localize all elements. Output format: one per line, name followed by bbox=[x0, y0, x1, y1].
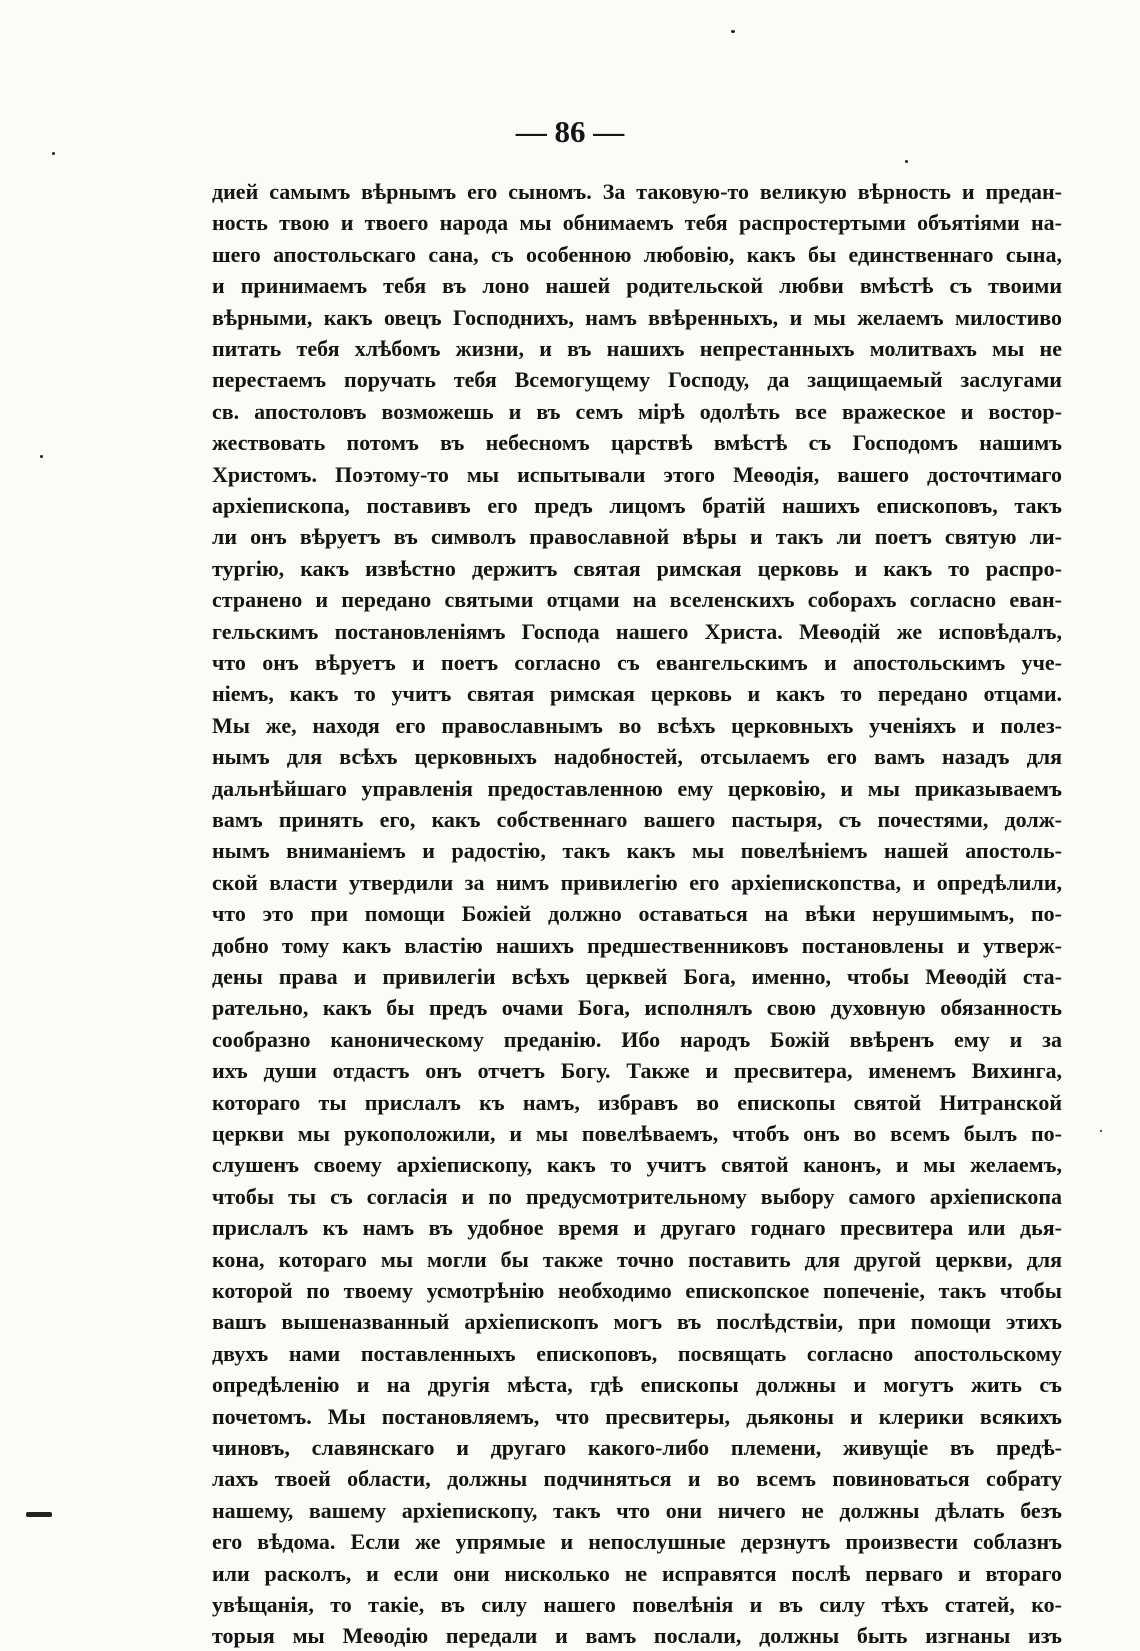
text-line: его вѣдома. Если же упрямые и непослушные дерзнутъ произвести соблазнъ bbox=[212, 1529, 1062, 1555]
text-line: св. апостоловъ возможешь и въ семъ мірѣ одолѣть все вражеское и востор- bbox=[212, 398, 1062, 424]
text-line: которой по твоему усмотрѣнію необходимо епископское попеченіе, такъ чтобы bbox=[212, 1278, 1062, 1303]
scan-speck bbox=[905, 160, 908, 163]
text-line: или расколъ, и если они нисколько не исправятся послѣ перваго и втораго bbox=[212, 1560, 1062, 1586]
text-line: нашему, вашему архіепископу, такъ что они ничего не должны дѣлать безъ bbox=[212, 1497, 1062, 1523]
text-line: ихъ души отдастъ онъ отчетъ Богу. Также и пресвитера, именемъ Вихинга, bbox=[212, 1058, 1062, 1084]
text-line: что это при помощи Божіей должно оставаться на вѣки нерушимымъ, по- bbox=[212, 901, 1062, 927]
text-line: перестаемъ поручать тебя Всемогущему Господу, да защищаемый заслугами bbox=[212, 367, 1062, 393]
text-line: вашъ вышеназванный архіепископъ могъ въ послѣдствіи, при помощи этихъ bbox=[212, 1309, 1062, 1335]
text-line: ли онъ вѣруетъ въ символъ православной вѣры и такъ ли поетъ святую ли- bbox=[212, 524, 1062, 550]
text-line: питать тебя хлѣбомъ жизни, и въ нашихъ непрестанныхъ молитвахъ мы не bbox=[212, 336, 1062, 361]
text-line: Христомъ. Поэтому-то мы испытывали этого Меѳодія, вашего досточтимаго bbox=[212, 461, 1062, 487]
scan-speck bbox=[731, 30, 735, 33]
text-line: ніемъ, какъ то учитъ святая римская церковь и какъ то передано отцами. bbox=[212, 681, 1062, 707]
text-line: тургію, какъ извѣстно держитъ святая римская церковь и какъ то распро- bbox=[212, 555, 1062, 581]
text-line: прислалъ къ намъ въ удобное время и другаго годнаго пресвитера или дья- bbox=[212, 1215, 1062, 1241]
scan-speck bbox=[52, 152, 55, 155]
text-line: дальнѣйшаго управленія предоставленною ему церковію, и мы приказываемъ bbox=[212, 775, 1062, 801]
text-line: шего апостольскаго сана, съ особенною любовію, какъ бы единственнаго сына, bbox=[212, 241, 1062, 267]
text-line: ской власти утвердили за нимъ привилегію его архіепископства, и опредѣлили, bbox=[212, 869, 1062, 895]
text-line: почетомъ. Мы постановляемъ, что пресвитеры, дьяконы и клерики всякихъ bbox=[212, 1403, 1062, 1429]
scan-speck bbox=[26, 1512, 52, 1517]
text-line: жествовать потомъ въ небесномъ царствѣ вмѣстѣ съ Господомъ нашимъ bbox=[212, 430, 1062, 456]
text-line: слушенъ своему архіепископу, какъ то учитъ святой канонъ, и мы желаемъ, bbox=[212, 1152, 1062, 1178]
text-line: двухъ нами поставленныхъ епископовъ, посвящать согласно апостольскому bbox=[212, 1340, 1062, 1366]
text-line: опредѣленію и на другія мѣста, гдѣ епископы должны и могутъ жить съ bbox=[212, 1372, 1062, 1398]
text-line: что онъ вѣруетъ и поетъ согласно съ евангельскимъ и апостольскимъ уче- bbox=[212, 650, 1062, 675]
text-line: вамъ принять его, какъ собственнаго вашего пастыря, съ почестями, долж- bbox=[212, 807, 1062, 832]
scan-speck bbox=[1100, 1130, 1102, 1132]
text-line: гельскимъ постановленіямъ Господа нашего Христа. Меѳодій же исповѣдалъ, bbox=[212, 618, 1062, 644]
text-line: ность твою и твоего народа мы обнимаемъ тебя распростертыми объятіями на- bbox=[212, 210, 1062, 236]
text-line: нымъ вниманіемъ и радостію, такъ какъ мы повелѣніемъ нашей апостоль- bbox=[212, 838, 1062, 864]
text-line: архіепископа, поставивъ его предъ лицомъ братій нашихъ епископовъ, такъ bbox=[212, 493, 1062, 518]
text-line: торыя мы Меѳодію передали и вамъ послали, должны быть изгнаны изъ bbox=[212, 1623, 1062, 1649]
text-line: чтобы ты съ согласія и по предусмотрительному выбору самого архіепископа bbox=[212, 1183, 1062, 1209]
text-line: церкви мы рукоположили, и мы повелѣваемъ, чтобъ онъ во всемъ былъ по- bbox=[212, 1121, 1062, 1146]
text-line: лахъ твоей области, должны подчиняться и во всемъ повиноваться собрату bbox=[212, 1466, 1062, 1492]
text-line: сообразно каноническому преданію. Ибо народъ Божій ввѣренъ ему и за bbox=[212, 1026, 1062, 1052]
text-line: добно тому какъ властію нашихъ предшественниковъ постановлены и утверж- bbox=[212, 932, 1062, 958]
text-line: нымъ для всѣхъ церковныхъ надобностей, отсылаемъ его вамъ назадъ для bbox=[212, 744, 1062, 770]
text-line: вѣрными, какъ овецъ Господнихъ, намъ ввѣренныхъ, и мы желаемъ милостиво bbox=[212, 304, 1062, 330]
text-line: странено и передано святыми отцами на вселенскихъ соборахъ согласно еван- bbox=[212, 587, 1062, 613]
text-line: и принимаемъ тебя въ лоно нашей родительской любви вмѣстѣ съ твоими bbox=[212, 273, 1062, 299]
text-line: чиновъ, славянскаго и другаго какого-либо племени, живущіе въ предѣ- bbox=[212, 1435, 1062, 1460]
text-line: Мы же, находя его православнымъ во всѣхъ церковныхъ ученіяхъ и полез- bbox=[212, 712, 1062, 738]
scan-speck bbox=[40, 455, 43, 458]
page-number: — 86 — bbox=[515, 114, 625, 149]
text-line: котораго ты прислалъ къ намъ, избравъ во епископы святой Нитранской bbox=[212, 1089, 1062, 1115]
text-line: рательно, какъ бы предъ очами Бога, исполнялъ свою духовную обязанность bbox=[212, 995, 1062, 1021]
text-line: увѣщанія, то такіе, въ силу нашего повелѣнія и въ силу тѣхъ статей, ко- bbox=[212, 1592, 1062, 1617]
text-line: кона, котораго мы могли бы также точно поставить для другой церкви, для bbox=[212, 1246, 1062, 1272]
text-line: дией самымъ вѣрнымъ его сыномъ. За таковую-то великую вѣрность и предан- bbox=[212, 179, 1062, 204]
text-line: дены права и привилегіи всѣхъ церквей Бога, именно, чтобы Меѳодій ста- bbox=[212, 964, 1062, 989]
